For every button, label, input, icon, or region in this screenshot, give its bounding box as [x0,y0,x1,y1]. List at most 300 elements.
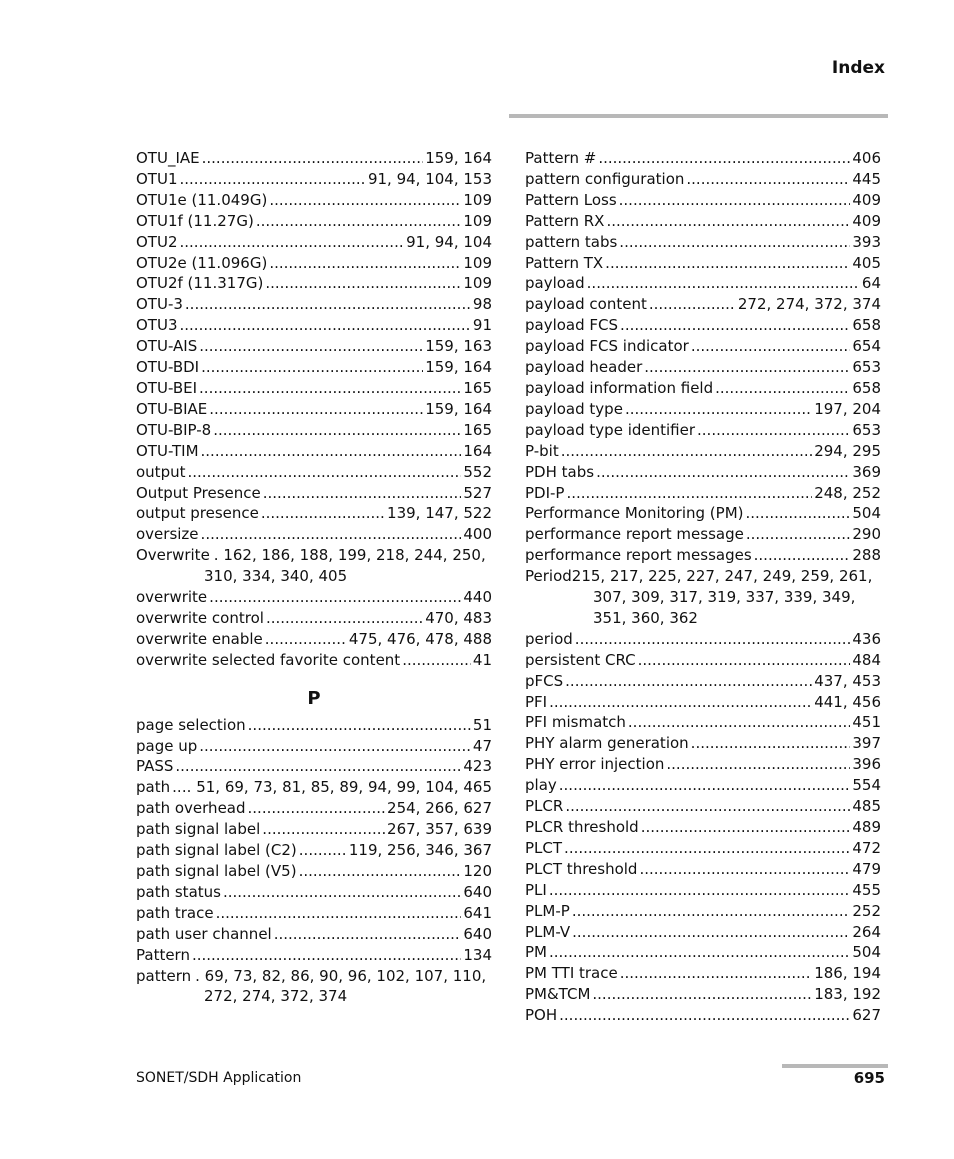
index-term: PDI-P [525,483,565,502]
index-term: PHY alarm generation [525,734,689,753]
dot-leader [192,945,461,966]
index-entry [525,524,881,545]
index-entry [525,211,881,232]
index-page-refs: 288 [852,546,881,565]
index-page-refs: 504 [852,504,881,523]
index-term: PLM-P [525,901,570,920]
index-term: path trace [136,903,214,922]
index-term: Output Presence [136,483,261,502]
dot-leader [565,796,850,817]
index-term: PM TTI trace [525,964,618,983]
index-page-refs: 484 [852,650,881,669]
index-page-refs: 409 [852,211,881,230]
index-entry [525,692,881,713]
index-page-refs: 165 [463,420,492,439]
dot-leader [201,524,462,545]
index-entry [136,924,492,945]
index-term: OTU-BDI [136,358,200,377]
index-page-refs: 272, 274, 372, 374 [737,295,881,314]
dot-leader [248,798,386,819]
index-entry [525,838,881,859]
index-term: OTU-TIM [136,441,199,460]
dot-leader [549,942,850,963]
dot-leader [402,650,471,671]
index-entry [525,545,881,566]
index-entry [525,253,881,274]
index-page-refs: 109 [463,190,492,209]
index-page-refs: 396 [852,755,881,774]
index-term: page up [136,736,198,755]
index-term: path signal label [136,820,261,839]
index-page-refs-continued: 307, 309, 317, 319, 337, 339, 349, [593,588,856,607]
index-page-refs: 290 [852,525,881,544]
index-term: PDH tabs [525,462,595,481]
index-page-refs: 504 [852,943,881,962]
index-entry [136,378,492,399]
index-entry [525,922,881,943]
index-entry [136,399,492,420]
index-page-refs: 640 [463,882,492,901]
index-page-refs: 485 [852,797,881,816]
index-term: PLCR threshold [525,818,639,836]
index-page-refs-continued: 351, 360, 362 [593,608,698,627]
dot-leader [266,608,423,629]
dot-leader [202,148,424,169]
dot-leader [605,253,850,274]
index-page-refs: 120 [463,862,492,880]
index-page-refs: 405 [852,253,881,272]
index-term: overwrite control [136,608,264,627]
index-page-refs: 369 [852,462,881,481]
index-entry [136,190,492,211]
dot-leader [180,169,366,190]
dot-leader [172,777,180,798]
index-entry [525,859,881,880]
index-page-refs: 472 [852,838,881,857]
dot-leader [596,462,850,483]
dot-leader [262,819,385,840]
index-entry [525,169,881,190]
dot-leader [187,462,461,483]
header-rule [509,114,888,118]
index-entry [525,503,881,524]
index-term: OTU-BEI [136,378,198,397]
index-entry [136,273,492,294]
dot-leader [180,315,471,336]
dot-leader [263,483,462,504]
index-term: OTU-AIS [136,337,198,356]
index-entry [525,754,881,775]
index-entry [136,650,492,671]
index-page-refs: 406 [852,149,881,167]
index-term: OTU-BIP-8 [136,420,212,439]
index-term: period [525,629,573,648]
index-page-refs: 436 [852,629,881,648]
dot-leader [223,882,461,903]
dot-leader [715,378,850,399]
index-entry [525,650,881,671]
dot-leader [638,650,851,671]
dot-leader [248,715,471,736]
index-entry [136,736,492,757]
index-entry [525,671,881,692]
index-entry [136,232,492,253]
index-page-refs: 552 [463,462,492,481]
index-page-refs: 658 [852,316,881,335]
index-term: pattern tabs [525,232,618,251]
index-term: Performance Monitoring (PM) [525,504,744,523]
index-page-refs: 159, 164 [425,358,492,377]
index-page-refs: 186, 194 [814,964,881,983]
index-term: pattern configuration [525,169,685,188]
dot-leader [559,775,851,796]
index-page-refs: 91, 94, 104, 153 [367,169,492,188]
index-entry [136,903,492,924]
index-term: OTU-BIAE [136,399,208,418]
dot-leader [261,503,385,524]
dot-leader [549,692,812,713]
dot-leader [691,336,851,357]
index-entry [525,483,881,504]
index-page-refs: 164 [463,441,492,460]
index-page-refs-continued: 310, 334, 340, 405 [204,567,348,586]
dot-leader [265,629,347,650]
index-entry [525,1005,881,1026]
index-term: persistent CRC [525,650,636,669]
index-entry [136,148,492,169]
dot-leader [269,190,461,211]
index-page-refs: 91 [472,316,492,335]
index-term: Period [525,567,572,586]
index-page-refs: 627 [852,1006,881,1025]
dot-leader [697,420,850,441]
index-entry [525,273,881,294]
index-term: overwrite selected favorite content [136,650,401,669]
index-term: performance report messages [525,546,752,565]
footer-doc-title: SONET/SDH Application [136,1070,302,1086]
index-term: page selection [136,715,246,734]
index-term: pFCS [525,671,564,690]
index-entry [525,336,881,357]
index-entry [136,882,492,903]
index-page-refs: 475, 476, 478, 488 [348,629,492,648]
index-term: payload header [525,358,643,377]
index-entry [525,148,881,169]
index-entry [525,796,881,817]
index-term: PASS [136,757,174,776]
index-entry [525,190,881,211]
section-letter: P [307,687,321,709]
index-entry [525,712,881,733]
index-page-refs: 119, 256, 346, 367 [348,841,492,860]
dot-leader [619,190,851,211]
index-entry [525,378,881,399]
index-term: payload type identifier [525,420,696,439]
index-page-refs: 400 [463,525,492,544]
index-entry [136,715,492,736]
index-term: path user channel [136,924,272,943]
dot-leader [686,169,850,190]
index-term: Pattern [136,945,190,964]
index-page-refs: 641 [463,903,492,922]
index-term: path [136,778,171,797]
dot-leader [606,211,850,232]
dot-leader [201,357,423,378]
index-term: OTU1 [136,169,178,188]
index-page-refs: 109 [463,274,492,293]
dot-leader [269,253,461,274]
dot-leader [572,901,851,922]
index-entry [525,984,881,1005]
index-page-refs: 445 [852,169,881,188]
dot-leader [572,922,850,943]
index-term: overwrite enable [136,629,263,648]
dot-leader [566,483,812,504]
dot-leader [587,273,860,294]
dot-leader [180,232,405,253]
index-page-refs: 248, 252 [814,483,881,502]
dot-leader [644,357,850,378]
index-term: payload content [525,295,647,314]
dot-leader [256,211,462,232]
index-page-refs: 451 [852,713,881,732]
index-term: path overhead [136,799,246,818]
index-page-refs: 640 [463,924,492,943]
index-term: output [136,462,186,481]
dot-leader [201,441,462,462]
index-group-p-continued [525,148,881,1026]
index-entry [136,462,492,483]
index-group-p [136,715,492,1008]
dot-leader [209,399,423,420]
index-page-refs: 98 [472,295,492,314]
index-page-refs: 658 [852,378,881,397]
index-page-refs: 91, 94, 104 [406,232,492,251]
dot-leader [691,733,851,754]
index-entry [525,880,881,901]
dot-leader [199,736,471,757]
index-page-refs: 393 [852,232,881,251]
dot-leader [628,712,850,733]
index-term: payload [525,274,585,293]
index-page-refs: 654 [852,337,881,356]
dot-leader [299,861,462,882]
dot-leader [592,984,812,1005]
index-term: PLCR [525,797,564,816]
index-term: OTU2 [136,232,178,251]
dot-leader [598,148,850,169]
dot-leader [641,817,851,838]
index-term: Overwrite [136,546,210,565]
index-term: path status [136,882,221,901]
index-entry [525,817,881,838]
index-entry [136,587,492,608]
index-page-refs: 165 [463,378,492,397]
page-header-title: Index [831,58,885,78]
index-entry [525,629,881,650]
index-entry [525,733,881,754]
dot-leader [575,629,851,650]
index-term: PHY error injection [525,755,665,774]
index-page-refs: 554 [852,776,881,795]
index-column-left [136,148,492,1007]
index-page-refs: 41 [472,650,492,669]
index-page-refs: 409 [852,190,881,209]
index-entry [136,253,492,274]
index-term: OTU1f (11.27G) [136,211,254,230]
index-entry [525,901,881,922]
index-page-refs: 64 [861,274,881,293]
dot-leader [185,294,471,315]
index-entry [136,629,492,650]
index-entry [136,819,492,840]
dot-leader [746,524,851,545]
dot-leader [649,294,736,315]
index-page-refs: 183, 192 [814,985,881,1004]
index-term: path signal label (V5) [136,862,297,880]
index-page-refs: 109 [463,211,492,230]
dot-leader [559,1005,850,1026]
index-entry [136,608,492,629]
dot-leader [564,838,850,859]
index-entry [136,336,492,357]
dot-leader [175,756,461,777]
index-page-refs: . 69, 73, 82, 86, 90, 96, 102, 107, 110, [195,966,487,985]
index-page-refs: 134 [463,945,492,964]
index-term: overwrite [136,588,208,607]
index-page-refs: 470, 483 [425,608,492,627]
index-term: OTU2f (11.317G) [136,274,264,293]
index-page-refs: .. 51, 69, 73, 81, 85, 89, 94, 99, 104, 465 [181,778,492,797]
index-page-refs: . 162, 186, 188, 199, 218, 244, 250, [213,546,486,565]
index-term: PLCT threshold [525,859,638,878]
index-term: payload FCS [525,316,619,335]
index-term: PLCT [525,838,563,857]
index-entry [525,775,881,796]
dot-leader [746,503,851,524]
dot-leader [549,880,851,901]
index-entry [136,945,492,966]
index-entry [525,566,881,629]
index-term: Pattern RX [525,211,605,230]
index-page-refs: 653 [852,358,881,377]
dot-leader [216,903,462,924]
footer-rule [782,1064,888,1068]
index-entry [136,861,492,882]
index-term: OTU2e (11.096G) [136,253,268,272]
index-page-refs: 527 [463,483,492,502]
index-group-o [136,148,492,671]
index-page-refs: 437, 453 [814,671,881,690]
index-entry [525,357,881,378]
index-term: PM [525,943,547,962]
page-number: 695 [853,1069,885,1087]
dot-leader [199,336,423,357]
index-page-refs: 653 [852,420,881,439]
index-entry [525,441,881,462]
index-term: PFI mismatch [525,713,626,732]
dot-leader [620,315,850,336]
index-term: output presence [136,504,259,523]
index-entry [136,966,492,1008]
index-term: OTU1e (11.049G) [136,190,268,209]
index-entry [136,420,492,441]
index-entry [136,483,492,504]
index-entry [136,777,492,798]
dot-leader [199,378,461,399]
index-entry [136,503,492,524]
index-entry [136,357,492,378]
dot-leader [265,273,461,294]
index-page-refs: 139, 147, 522 [387,504,492,523]
index-entry [525,963,881,984]
index-term: PLM-V [525,922,571,941]
index-term: performance report message [525,525,744,544]
index-term: payload type [525,399,623,418]
index-page-refs: 215, 217, 225, 227, 247, 249, 259, 261, [571,567,873,586]
dot-leader [666,754,850,775]
index-page-refs: 51 [472,715,492,734]
dot-leader [213,420,461,441]
index-page-refs: 159, 164 [425,149,492,167]
index-page-refs: 264 [852,922,881,941]
index-page-refs: 489 [852,818,881,836]
index-entry [136,294,492,315]
dot-leader [639,859,850,880]
index-term: PFI [525,692,548,711]
index-term: OTU_IAE [136,149,200,167]
index-term: path signal label (C2) [136,841,297,860]
index-term: Pattern Loss [525,190,617,209]
index-page-refs: 423 [463,757,492,776]
index-page-refs: 294, 295 [814,441,881,460]
dot-leader [619,232,850,253]
index-term: payload FCS indicator [525,337,689,356]
index-page-refs: 455 [852,880,881,899]
index-page-refs: 254, 266, 627 [387,799,492,818]
index-term: OTU3 [136,316,178,335]
index-page-refs: 479 [852,859,881,878]
index-page-refs: 397 [852,734,881,753]
index-entry [525,399,881,420]
dot-leader [561,441,813,462]
dot-leader [274,924,462,945]
index-entry [136,315,492,336]
index-page-refs: 441, 456 [814,692,881,711]
index-entry [136,169,492,190]
index-term: PLI [525,880,547,899]
index-term: play [525,776,557,795]
index-entry [136,545,492,587]
index-entry [136,211,492,232]
dot-leader [620,963,812,984]
index-page-refs: 197, 204 [814,399,881,418]
index-page-refs: 159, 164 [425,399,492,418]
dot-leader [625,399,812,420]
index-entry [525,942,881,963]
index-entry [136,441,492,462]
index-entry [136,798,492,819]
index-page-refs-continued: 272, 274, 372, 374 [204,987,348,1006]
dot-leader [565,671,812,692]
index-entry [136,840,492,861]
index-entry [525,420,881,441]
index-column-right [525,148,881,1026]
index-entry [136,524,492,545]
index-term: pattern [136,966,192,985]
index-entry [525,294,881,315]
dot-leader [754,545,851,566]
